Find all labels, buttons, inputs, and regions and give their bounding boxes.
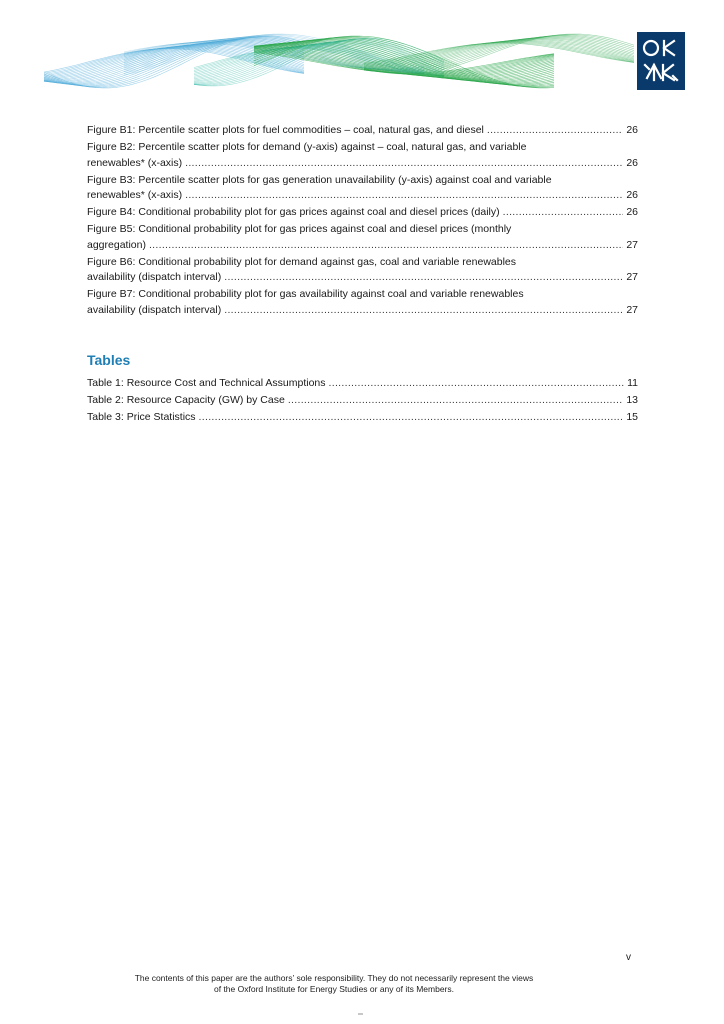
dot-leader <box>288 393 623 409</box>
dot-leader <box>503 205 624 221</box>
dot-leader <box>185 188 623 204</box>
tables-heading: Tables <box>87 352 131 368</box>
dot-leader <box>487 123 623 139</box>
table-entry-page: 15 <box>626 411 638 423</box>
figure-entry[interactable] <box>87 140 638 171</box>
figure-entry-text: Figure B3: Percentile scatter plots for gas generation unavailability (y-axis) against coal and variable <box>87 173 552 186</box>
table-entry[interactable] <box>87 376 638 392</box>
figure-entry[interactable] <box>87 255 638 286</box>
figure-entry-text: availability (dispatch interval) <box>87 303 222 316</box>
figure-entry-text: renewables* (x-axis) <box>87 189 183 201</box>
list-of-figures <box>87 123 638 320</box>
page-number: v <box>626 952 631 963</box>
figure-entry-page: 27 <box>626 303 638 316</box>
dot-leader <box>149 238 623 254</box>
dot-leader <box>329 376 625 392</box>
figure-entry-text: Figure B4: Conditional probability plot for gas prices against coal and diesel prices (daily) <box>87 206 500 218</box>
disclaimer-line: of the Oxford Institute for Energy Studies or any of its Members. <box>214 984 454 994</box>
figure-entry[interactable] <box>87 123 638 139</box>
wave-pattern-graphic <box>44 32 634 90</box>
figure-entry-page: 26 <box>626 124 638 136</box>
figure-entry-text: aggregation) <box>87 238 146 251</box>
table-entry-text: Table 1: Resource Cost and Technical Assumptions <box>87 377 326 389</box>
dot-leader <box>224 303 623 319</box>
disclaimer-line: The contents of this paper are the authors’ sole responsibility. They do not necessarily represent the views <box>134 973 534 983</box>
table-entry-page: 13 <box>626 394 638 406</box>
figure-entry-page: 26 <box>626 156 638 169</box>
dot-leader <box>199 410 624 426</box>
footer-disclaimer <box>0 973 724 995</box>
table-entry[interactable] <box>87 393 638 409</box>
logo-mark-icon <box>637 32 685 90</box>
figure-entry-text: Figure B5: Conditional probability plot for gas prices against coal and diesel prices (monthly <box>87 223 512 235</box>
figure-entry[interactable] <box>87 222 638 253</box>
figure-entry-page: 27 <box>626 271 638 283</box>
figure-entry-text: renewables* (x-axis) <box>87 156 183 169</box>
figure-entry-page: 27 <box>626 238 638 251</box>
figure-entry[interactable] <box>87 205 638 221</box>
list-of-tables <box>87 376 638 427</box>
table-entry[interactable] <box>87 410 638 426</box>
header-banner <box>0 0 724 100</box>
table-entry-text: Table 2: Resource Capacity (GW) by Case <box>87 394 285 406</box>
figure-entry-text: Figure B2: Percentile scatter plots for demand (y-axis) against – coal, natural gas, and variable <box>87 141 527 153</box>
dot-leader <box>185 156 623 172</box>
oies-logo <box>637 32 685 90</box>
figure-entry-page: 26 <box>626 189 638 201</box>
figure-entry-text: Figure B7: Conditional probability plot for gas availability against coal and variable renewables <box>87 288 524 300</box>
figure-entry-text: availability (dispatch interval) <box>87 271 222 283</box>
dot-leader <box>224 270 623 286</box>
figure-entry[interactable] <box>87 287 638 318</box>
bottom-mark <box>358 1013 363 1015</box>
table-entry-text: Table 3: Price Statistics <box>87 411 196 423</box>
figure-entry-page: 26 <box>626 206 638 218</box>
figure-entry-text: Figure B6: Conditional probability plot for demand against gas, coal and variable renewables <box>87 255 517 268</box>
table-entry-page: 11 <box>627 377 638 389</box>
figure-entry-text: Figure B1: Percentile scatter plots for fuel commodities – coal, natural gas, and diesel <box>87 124 484 136</box>
figure-entry[interactable] <box>87 173 638 204</box>
